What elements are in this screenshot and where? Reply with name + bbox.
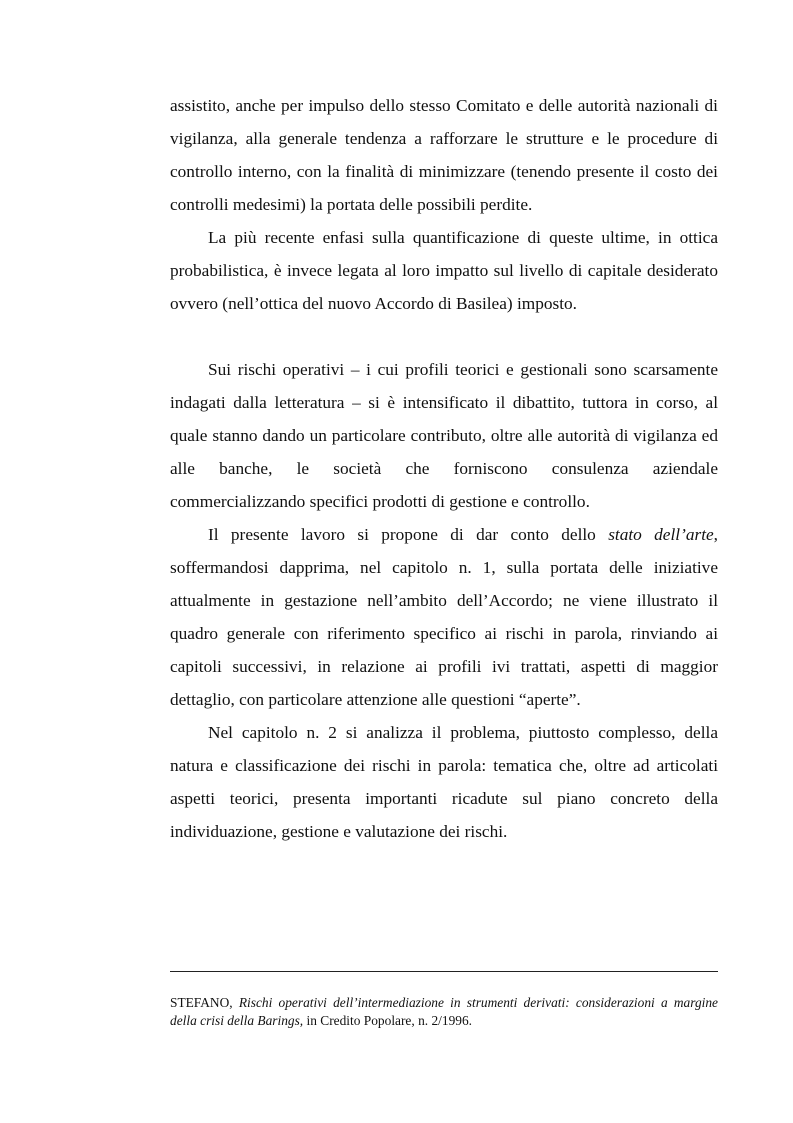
paragraph-3: Sui rischi operativi – i cui profili teorici e gestionali sono scarsamente indagati dalla letteratura – si è intensificato il dibattito, tuttora in corso, al quale stanno dando un particolare contributo, oltre alle autorità di vigilanza ed alle banche, le società che forniscono consulenza aziendale commercializzando specifici prodotti di gestione e controllo. — [170, 360, 718, 511]
paragraph-1: assistito, anche per impulso dello stesso Comitato e delle autorità nazionali di vigilanza, alla generale tendenza a rafforzare le strutture e le procedure di controllo interno, con la finalità di minimizzare (tenendo presente il costo dei controlli medesimi) la portata delle possibili perdite. — [170, 96, 718, 214]
page-body — [170, 89, 718, 848]
footnote-separator — [170, 971, 718, 972]
paragraph-4-text-end: , soffermandosi dapprima, nel capitolo n. 1, sulla portata delle iniziative attualmente in gestazione nell’ambito dell’Accordo; ne viene illustrato il quadro generale con riferimento specifico ai rischi in parola, rinviando ai capitoli successivi, in relazione ai profili ivi trattati, aspetti di maggior dettaglio, con particolare attenzione alle questioni “aperte”. — [170, 525, 718, 709]
footnote-title: Rischi operativi dell’intermediazione in strumenti derivati: considerazioni a margine della crisi della Barings, — [170, 995, 718, 1028]
footnote-text — [170, 994, 718, 1030]
footnote — [170, 994, 718, 1030]
paragraph-4 — [170, 518, 718, 716]
paragraph-4-text-start: Il presente lavoro si propone di dar conto dello — [208, 525, 609, 544]
footnote-author: STEFANO, — [170, 995, 239, 1010]
paragraph-4-emphasis: stato dell’arte — [608, 525, 714, 544]
paragraph-5: Nel capitolo n. 2 si analizza il problema, piuttosto complesso, della natura e classificazione dei rischi in parola: tematica che, oltre ad articolati aspetti teorici, presenta importanti ricadute sul piano concreto della individuazione, gestione e valutazione dei rischi. — [170, 723, 718, 841]
footnote-source: in Credito Popolare, n. 2/1996. — [303, 1013, 473, 1028]
paragraph-2: La più recente enfasi sulla quantificazione di queste ultime, in ottica probabilistica, è invece legata al loro impatto sul livello di capitale desiderato ovvero (nell’ottica del nuovo Accordo di Basilea) imposto. — [170, 228, 718, 313]
